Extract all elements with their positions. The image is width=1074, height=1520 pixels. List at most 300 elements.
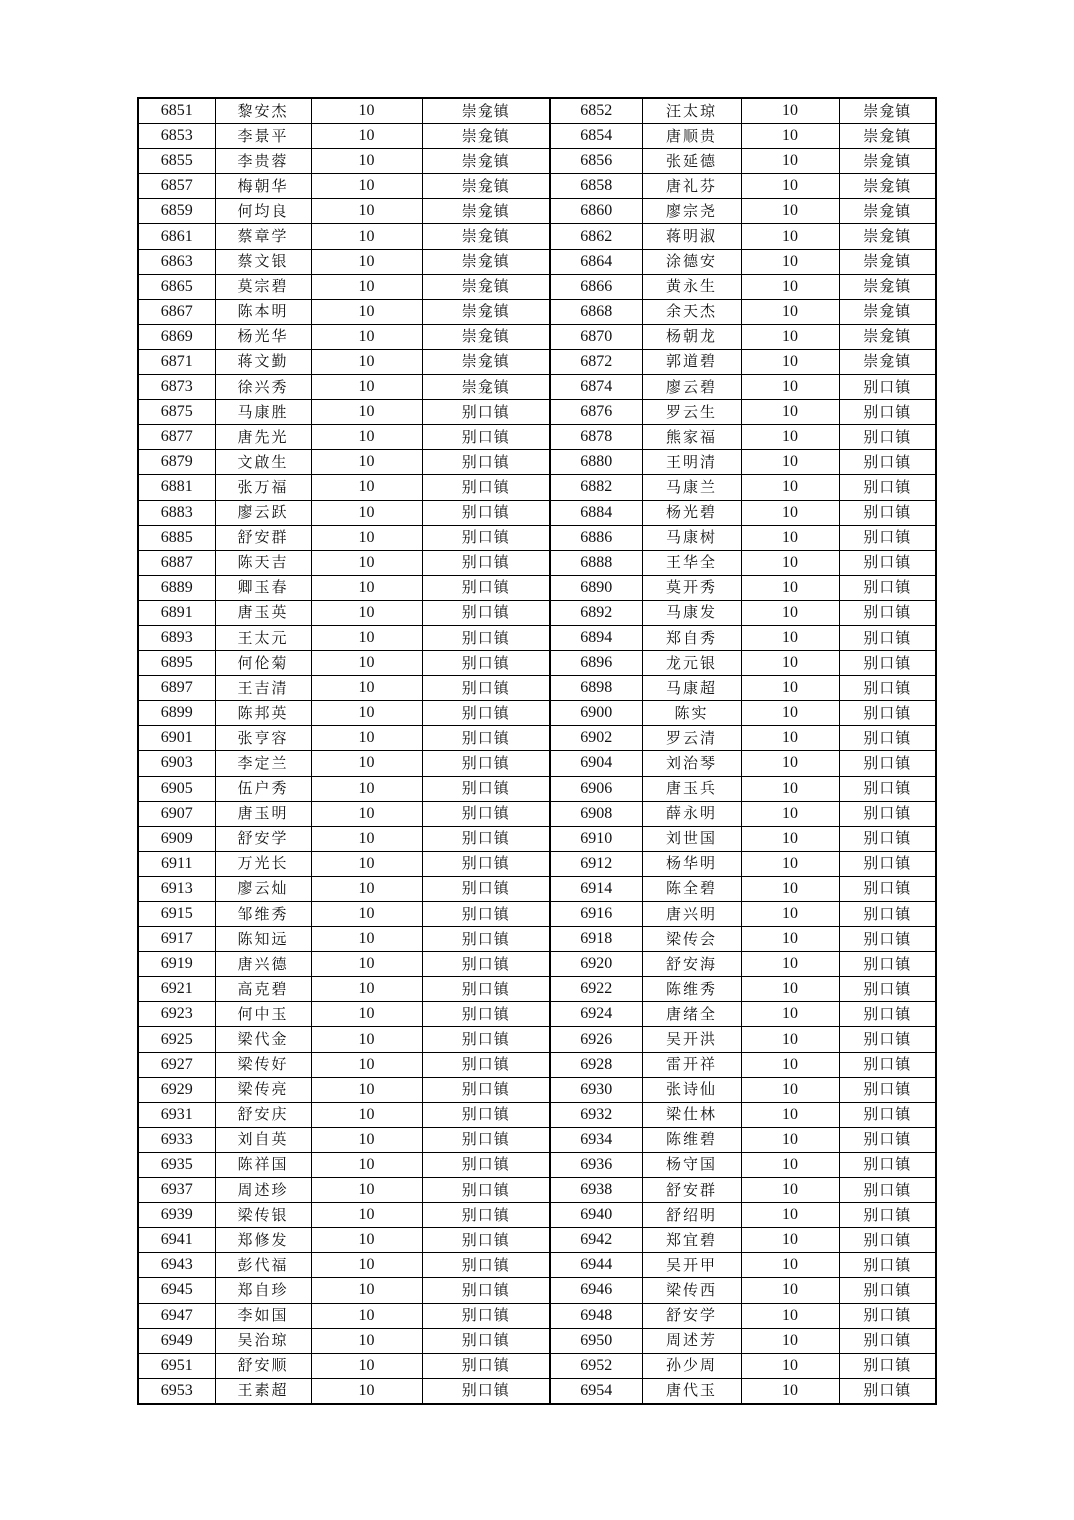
- amount-cell: 10: [741, 1353, 839, 1378]
- name-cell: 涂德安: [642, 249, 741, 274]
- town-cell: 崇龛镇: [839, 324, 936, 349]
- town-cell: 别口镇: [422, 977, 550, 1002]
- town-cell: 别口镇: [839, 676, 936, 701]
- town-cell: 别口镇: [422, 1228, 550, 1253]
- table-row: [138, 124, 936, 149]
- id-cell: 6903: [138, 751, 215, 776]
- id-cell: 6891: [138, 600, 215, 625]
- id-cell: 6871: [138, 349, 215, 374]
- town-cell: 别口镇: [422, 600, 550, 625]
- town-cell: 别口镇: [422, 1002, 550, 1027]
- town-cell: 别口镇: [839, 375, 936, 400]
- name-cell: 王华全: [642, 550, 741, 575]
- town-cell: 崇龛镇: [422, 199, 550, 224]
- name-cell: 舒安庆: [215, 1102, 311, 1127]
- table-row: [138, 902, 936, 927]
- town-cell: 别口镇: [422, 1127, 550, 1152]
- id-cell: 6898: [550, 676, 642, 701]
- id-cell: 6905: [138, 776, 215, 801]
- amount-cell: 10: [741, 1077, 839, 1102]
- town-cell: 别口镇: [422, 575, 550, 600]
- amount-cell: 10: [311, 826, 422, 851]
- name-cell: 吴开洪: [642, 1027, 741, 1052]
- town-cell: 别口镇: [422, 550, 550, 575]
- name-cell: 王太元: [215, 625, 311, 650]
- id-cell: 6948: [550, 1303, 642, 1328]
- amount-cell: 10: [311, 375, 422, 400]
- table-row: [138, 1178, 936, 1203]
- id-cell: 6895: [138, 651, 215, 676]
- name-cell: 廖云碧: [642, 375, 741, 400]
- town-cell: 崇龛镇: [422, 299, 550, 324]
- table-row: [138, 1253, 936, 1278]
- id-cell: 6928: [550, 1052, 642, 1077]
- amount-cell: 10: [741, 1102, 839, 1127]
- table-row: [138, 1002, 936, 1027]
- table-row: [138, 1378, 936, 1404]
- table-row: [138, 575, 936, 600]
- name-cell: 梁传银: [215, 1203, 311, 1228]
- table-row: [138, 977, 936, 1002]
- name-cell: 蒋文勤: [215, 349, 311, 374]
- id-cell: 6885: [138, 525, 215, 550]
- town-cell: 别口镇: [839, 425, 936, 450]
- town-cell: 别口镇: [839, 1178, 936, 1203]
- name-cell: 汪太琼: [642, 98, 741, 124]
- town-cell: 崇龛镇: [839, 299, 936, 324]
- town-cell: 崇龛镇: [422, 375, 550, 400]
- table-row: [138, 98, 936, 124]
- name-cell: 舒安群: [642, 1178, 741, 1203]
- town-cell: 崇龛镇: [839, 149, 936, 174]
- name-cell: 陈邦英: [215, 701, 311, 726]
- id-cell: 6857: [138, 174, 215, 199]
- name-cell: 王明清: [642, 450, 741, 475]
- amount-cell: 10: [311, 274, 422, 299]
- id-cell: 6943: [138, 1253, 215, 1278]
- table-row: [138, 450, 936, 475]
- amount-cell: 10: [311, 1127, 422, 1152]
- amount-cell: 10: [741, 1303, 839, 1328]
- table-row: [138, 1127, 936, 1152]
- id-cell: 6866: [550, 274, 642, 299]
- name-cell: 郑自秀: [642, 625, 741, 650]
- id-cell: 6914: [550, 876, 642, 901]
- id-cell: 6919: [138, 952, 215, 977]
- amount-cell: 10: [311, 977, 422, 1002]
- name-cell: 廖云跃: [215, 500, 311, 525]
- table-row: [138, 1077, 936, 1102]
- table-row: [138, 149, 936, 174]
- amount-cell: 10: [311, 1353, 422, 1378]
- name-cell: 郑修发: [215, 1228, 311, 1253]
- town-cell: 别口镇: [422, 851, 550, 876]
- table-row: [138, 475, 936, 500]
- town-cell: 别口镇: [422, 776, 550, 801]
- town-cell: 别口镇: [839, 1002, 936, 1027]
- name-cell: 文啟生: [215, 450, 311, 475]
- town-cell: 别口镇: [839, 851, 936, 876]
- amount-cell: 10: [741, 349, 839, 374]
- name-cell: 唐代玉: [642, 1378, 741, 1404]
- name-cell: 蔡章学: [215, 224, 311, 249]
- name-cell: 刘世国: [642, 826, 741, 851]
- table-row: [138, 324, 936, 349]
- id-cell: 6851: [138, 98, 215, 124]
- town-cell: 崇龛镇: [422, 174, 550, 199]
- table-row: [138, 726, 936, 751]
- name-cell: 陈实: [642, 701, 741, 726]
- id-cell: 6897: [138, 676, 215, 701]
- id-cell: 6951: [138, 1353, 215, 1378]
- name-cell: 邹维秀: [215, 902, 311, 927]
- name-cell: 吴开甲: [642, 1253, 741, 1278]
- name-cell: 唐绪全: [642, 1002, 741, 1027]
- id-cell: 6925: [138, 1027, 215, 1052]
- town-cell: 别口镇: [839, 475, 936, 500]
- amount-cell: 10: [311, 1203, 422, 1228]
- name-cell: 杨守国: [642, 1152, 741, 1177]
- town-cell: 别口镇: [422, 1077, 550, 1102]
- id-cell: 6863: [138, 249, 215, 274]
- table-row: [138, 676, 936, 701]
- amount-cell: 10: [741, 952, 839, 977]
- town-cell: 别口镇: [839, 1102, 936, 1127]
- id-cell: 6938: [550, 1178, 642, 1203]
- amount-cell: 10: [311, 776, 422, 801]
- amount-cell: 10: [741, 299, 839, 324]
- id-cell: 6907: [138, 801, 215, 826]
- id-cell: 6935: [138, 1152, 215, 1177]
- name-cell: 龙元银: [642, 651, 741, 676]
- amount-cell: 10: [741, 274, 839, 299]
- id-cell: 6917: [138, 927, 215, 952]
- table-row: [138, 952, 936, 977]
- id-cell: 6906: [550, 776, 642, 801]
- id-cell: 6883: [138, 500, 215, 525]
- amount-cell: 10: [311, 450, 422, 475]
- amount-cell: 10: [741, 1328, 839, 1353]
- id-cell: 6881: [138, 475, 215, 500]
- town-cell: 别口镇: [839, 500, 936, 525]
- amount-cell: 10: [311, 902, 422, 927]
- id-cell: 6894: [550, 625, 642, 650]
- amount-cell: 10: [311, 1253, 422, 1278]
- name-cell: 杨华明: [642, 851, 741, 876]
- id-cell: 6875: [138, 400, 215, 425]
- table-row: [138, 801, 936, 826]
- name-cell: 罗云生: [642, 400, 741, 425]
- name-cell: 梁仕林: [642, 1102, 741, 1127]
- id-cell: 6942: [550, 1228, 642, 1253]
- town-cell: 别口镇: [422, 952, 550, 977]
- amount-cell: 10: [741, 224, 839, 249]
- id-cell: 6923: [138, 1002, 215, 1027]
- town-cell: 别口镇: [839, 400, 936, 425]
- town-cell: 别口镇: [422, 475, 550, 500]
- name-cell: 杨朝龙: [642, 324, 741, 349]
- table-row: [138, 224, 936, 249]
- name-cell: 李定兰: [215, 751, 311, 776]
- name-cell: 熊家福: [642, 425, 741, 450]
- id-cell: 6855: [138, 149, 215, 174]
- table-row: [138, 1328, 936, 1353]
- amount-cell: 10: [741, 400, 839, 425]
- town-cell: 别口镇: [839, 902, 936, 927]
- town-cell: 崇龛镇: [839, 224, 936, 249]
- id-cell: 6937: [138, 1178, 215, 1203]
- town-cell: 别口镇: [839, 600, 936, 625]
- town-cell: 别口镇: [839, 651, 936, 676]
- town-cell: 别口镇: [422, 1328, 550, 1353]
- amount-cell: 10: [311, 349, 422, 374]
- town-cell: 别口镇: [422, 450, 550, 475]
- name-cell: 吴治琼: [215, 1328, 311, 1353]
- id-cell: 6852: [550, 98, 642, 124]
- id-cell: 6879: [138, 450, 215, 475]
- name-cell: 陈维碧: [642, 1127, 741, 1152]
- id-cell: 6902: [550, 726, 642, 751]
- amount-cell: 10: [311, 676, 422, 701]
- id-cell: 6856: [550, 149, 642, 174]
- town-cell: 崇龛镇: [422, 349, 550, 374]
- town-cell: 别口镇: [839, 927, 936, 952]
- name-cell: 唐玉英: [215, 600, 311, 625]
- amount-cell: 10: [741, 174, 839, 199]
- id-cell: 6892: [550, 600, 642, 625]
- town-cell: 崇龛镇: [839, 249, 936, 274]
- id-cell: 6924: [550, 1002, 642, 1027]
- id-cell: 6874: [550, 375, 642, 400]
- table-row: [138, 550, 936, 575]
- name-cell: 马康兰: [642, 475, 741, 500]
- id-cell: 6900: [550, 701, 642, 726]
- id-cell: 6908: [550, 801, 642, 826]
- id-cell: 6941: [138, 1228, 215, 1253]
- id-cell: 6893: [138, 625, 215, 650]
- amount-cell: 10: [311, 801, 422, 826]
- id-cell: 6859: [138, 199, 215, 224]
- id-cell: 6930: [550, 1077, 642, 1102]
- name-cell: 舒安学: [215, 826, 311, 851]
- name-cell: 马康超: [642, 676, 741, 701]
- amount-cell: 10: [311, 1052, 422, 1077]
- amount-cell: 10: [741, 876, 839, 901]
- name-cell: 蒋明淑: [642, 224, 741, 249]
- table-row: [138, 600, 936, 625]
- id-cell: 6953: [138, 1378, 215, 1404]
- name-cell: 杨光华: [215, 324, 311, 349]
- amount-cell: 10: [741, 550, 839, 575]
- id-cell: 6854: [550, 124, 642, 149]
- id-cell: 6932: [550, 1102, 642, 1127]
- town-cell: 别口镇: [839, 876, 936, 901]
- name-cell: 陈天吉: [215, 550, 311, 575]
- amount-cell: 10: [741, 1052, 839, 1077]
- town-cell: 别口镇: [839, 550, 936, 575]
- amount-cell: 10: [311, 500, 422, 525]
- town-cell: 别口镇: [839, 1353, 936, 1378]
- amount-cell: 10: [311, 174, 422, 199]
- id-cell: 6934: [550, 1127, 642, 1152]
- amount-cell: 10: [311, 124, 422, 149]
- table-row: [138, 274, 936, 299]
- id-cell: 6904: [550, 751, 642, 776]
- name-cell: 梁传会: [642, 927, 741, 952]
- town-cell: 别口镇: [839, 575, 936, 600]
- town-cell: 别口镇: [839, 1328, 936, 1353]
- amount-cell: 10: [311, 600, 422, 625]
- id-cell: 6864: [550, 249, 642, 274]
- amount-cell: 10: [311, 751, 422, 776]
- town-cell: 别口镇: [839, 1253, 936, 1278]
- town-cell: 别口镇: [839, 1378, 936, 1404]
- id-cell: 6896: [550, 651, 642, 676]
- roster-table: [137, 97, 937, 1405]
- id-cell: 6912: [550, 851, 642, 876]
- name-cell: 唐先光: [215, 425, 311, 450]
- amount-cell: 10: [311, 1027, 422, 1052]
- id-cell: 6945: [138, 1278, 215, 1303]
- id-cell: 6889: [138, 575, 215, 600]
- id-cell: 6915: [138, 902, 215, 927]
- id-cell: 6946: [550, 1278, 642, 1303]
- amount-cell: 10: [741, 600, 839, 625]
- name-cell: 廖云灿: [215, 876, 311, 901]
- town-cell: 崇龛镇: [839, 98, 936, 124]
- name-cell: 马康发: [642, 600, 741, 625]
- name-cell: 孙少周: [642, 1353, 741, 1378]
- name-cell: 蔡文银: [215, 249, 311, 274]
- name-cell: 张延德: [642, 149, 741, 174]
- table-row: [138, 1102, 936, 1127]
- name-cell: 马康树: [642, 525, 741, 550]
- amount-cell: 10: [741, 199, 839, 224]
- amount-cell: 10: [741, 98, 839, 124]
- table-row: [138, 425, 936, 450]
- amount-cell: 10: [311, 1378, 422, 1404]
- id-cell: 6873: [138, 375, 215, 400]
- town-cell: 别口镇: [422, 625, 550, 650]
- id-cell: 6929: [138, 1077, 215, 1102]
- amount-cell: 10: [741, 851, 839, 876]
- town-cell: 别口镇: [422, 726, 550, 751]
- id-cell: 6861: [138, 224, 215, 249]
- id-cell: 6931: [138, 1102, 215, 1127]
- name-cell: 陈本明: [215, 299, 311, 324]
- name-cell: 舒绍明: [642, 1203, 741, 1228]
- name-cell: 陈全碧: [642, 876, 741, 901]
- town-cell: 别口镇: [422, 902, 550, 927]
- amount-cell: 10: [311, 199, 422, 224]
- town-cell: 崇龛镇: [422, 249, 550, 274]
- town-cell: 别口镇: [839, 1203, 936, 1228]
- id-cell: 6870: [550, 324, 642, 349]
- table-row: [138, 776, 936, 801]
- name-cell: 高克碧: [215, 977, 311, 1002]
- amount-cell: 10: [311, 1303, 422, 1328]
- name-cell: 杨光碧: [642, 500, 741, 525]
- id-cell: 6901: [138, 726, 215, 751]
- amount-cell: 10: [311, 851, 422, 876]
- name-cell: 周述芳: [642, 1328, 741, 1353]
- town-cell: 崇龛镇: [422, 124, 550, 149]
- name-cell: 舒安顺: [215, 1353, 311, 1378]
- name-cell: 王吉清: [215, 676, 311, 701]
- amount-cell: 10: [741, 977, 839, 1002]
- id-cell: 6872: [550, 349, 642, 374]
- town-cell: 别口镇: [422, 1353, 550, 1378]
- town-cell: 崇龛镇: [422, 274, 550, 299]
- town-cell: 别口镇: [839, 776, 936, 801]
- amount-cell: 10: [311, 249, 422, 274]
- amount-cell: 10: [741, 625, 839, 650]
- id-cell: 6944: [550, 1253, 642, 1278]
- amount-cell: 10: [311, 224, 422, 249]
- id-cell: 6887: [138, 550, 215, 575]
- table-row: [138, 826, 936, 851]
- amount-cell: 10: [741, 324, 839, 349]
- id-cell: 6940: [550, 1203, 642, 1228]
- id-cell: 6936: [550, 1152, 642, 1177]
- name-cell: 陈维秀: [642, 977, 741, 1002]
- id-cell: 6952: [550, 1353, 642, 1378]
- name-cell: 张万福: [215, 475, 311, 500]
- table-row: [138, 199, 936, 224]
- town-cell: 别口镇: [839, 1303, 936, 1328]
- id-cell: 6865: [138, 274, 215, 299]
- amount-cell: 10: [741, 1278, 839, 1303]
- table-row: [138, 851, 936, 876]
- id-cell: 6899: [138, 701, 215, 726]
- id-cell: 6950: [550, 1328, 642, 1353]
- name-cell: 刘自英: [215, 1127, 311, 1152]
- amount-cell: 10: [311, 1228, 422, 1253]
- table-row: [138, 651, 936, 676]
- town-cell: 别口镇: [839, 952, 936, 977]
- name-cell: 廖宗尧: [642, 199, 741, 224]
- name-cell: 罗云清: [642, 726, 741, 751]
- name-cell: 李贵蓉: [215, 149, 311, 174]
- id-cell: 6860: [550, 199, 642, 224]
- amount-cell: 10: [311, 400, 422, 425]
- id-cell: 6947: [138, 1303, 215, 1328]
- name-cell: 伍户秀: [215, 776, 311, 801]
- name-cell: 张诗仙: [642, 1077, 741, 1102]
- table-row: [138, 249, 936, 274]
- name-cell: 陈祥国: [215, 1152, 311, 1177]
- name-cell: 郭道碧: [642, 349, 741, 374]
- name-cell: 薛永明: [642, 801, 741, 826]
- amount-cell: 10: [741, 676, 839, 701]
- town-cell: 别口镇: [839, 1152, 936, 1177]
- town-cell: 崇龛镇: [422, 149, 550, 174]
- town-cell: 别口镇: [839, 1077, 936, 1102]
- name-cell: 郑自珍: [215, 1278, 311, 1303]
- amount-cell: 10: [311, 927, 422, 952]
- name-cell: 梁传好: [215, 1052, 311, 1077]
- table-row: [138, 1027, 936, 1052]
- amount-cell: 10: [311, 1278, 422, 1303]
- town-cell: 别口镇: [422, 927, 550, 952]
- id-cell: 6920: [550, 952, 642, 977]
- id-cell: 6884: [550, 500, 642, 525]
- name-cell: 唐玉明: [215, 801, 311, 826]
- town-cell: 别口镇: [839, 701, 936, 726]
- town-cell: 别口镇: [422, 1278, 550, 1303]
- table-row: [138, 625, 936, 650]
- amount-cell: 10: [311, 425, 422, 450]
